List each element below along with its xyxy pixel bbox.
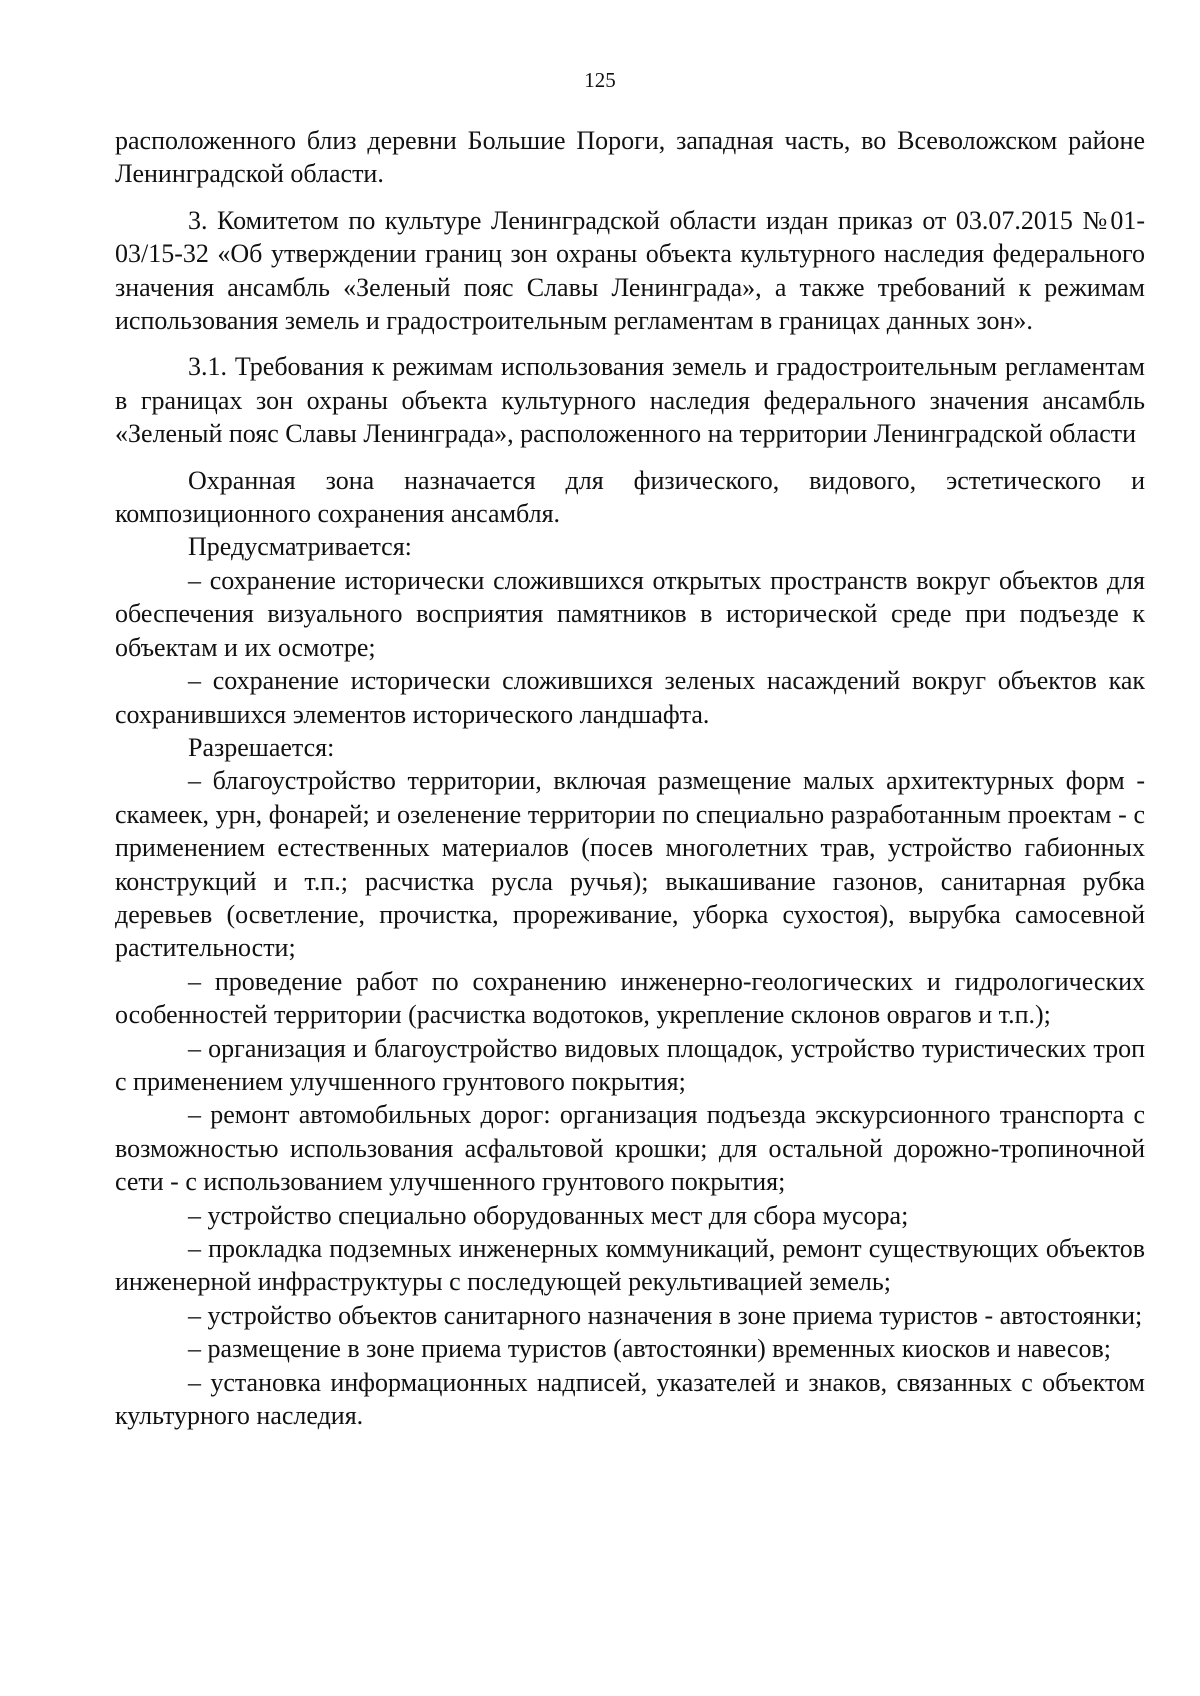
list-item: – установка информационных надписей, указателей и знаков, связанных с объектом культурного наследия. [115, 1367, 1145, 1431]
page-number: 125 [584, 68, 616, 92]
document-body [115, 124, 1145, 1432]
list-item: – проведение работ по сохранению инженерно-геологических и гидрологических особенностей территории (расчистка водотоков, укрепление склонов оврагов и т.п.); [115, 966, 1145, 1030]
list-item: – благоустройство территории, включая размещение малых архитектурных форм - скамеек, урн, фонарей; и озеленение территории по специально разработанным проектам - с применением естественных материалов (посев многолетних трав, устройство габионных конструкций и т.п.; расчистка русла ручья); выкашивание газонов, санитарная рубка деревьев (осветление, прочистка, прореживание, уборка сухостоя), вырубка самосевной растительности; [115, 766, 1145, 963]
list-item: – устройство объектов санитарного назначения в зоне приема туристов - автостоянки; [188, 1300, 1143, 1330]
paragraph: расположенного близ деревни Большие Пороги, западная часть, во Всеволожском районе Ленинградской области. [115, 126, 1145, 189]
list-item: – прокладка подземных инженерных коммуникаций, ремонт существующих объектов инженерной инфраструктуры с последующей рекультивацией земель; [115, 1234, 1145, 1297]
paragraph-item-3: 3. Комитетом по культуре Ленинградской области издан приказ от 03.07.2015 №01-03/15-32 «Об утверждении границ зон охраны объекта культурного наследия федерального значения ансамбль «Зеленый пояс Славы Ленинграда», а также требований к режимам использования земель и градостроительным регламентам в границах данных зон». [115, 205, 1145, 336]
section-heading-provided: Предусматривается: [188, 532, 412, 562]
list-item: – ремонт автомобильных дорог: организация подъезда экскурсионного транспорта с возможностью использования асфальтовой крошки; для остальной дорожно-тропиночной сети - с использованием улучшенного грунтового покрытия; [115, 1100, 1145, 1197]
list-item: – организация и благоустройство видовых площадок, устройство туристических троп с применением улучшенного грунтового покрытия; [115, 1033, 1145, 1096]
list-item: – размещение в зоне приема туристов (автостоянки) временных киосков и навесов; [188, 1334, 1111, 1364]
paragraph: Охранная зона назначается для физического, видового, эстетического и композиционного сохранения ансамбля. [115, 465, 1145, 529]
list-item: – устройство специально оборудованных мест для сбора мусора; [188, 1200, 909, 1230]
list-item: – сохранение исторически сложившихся зеленых насаждений вокруг объектов как сохранившихся элементов исторического ландшафта. [115, 666, 1145, 729]
paragraph-item-3-1: 3.1. Требования к режимам использования земель и градостроительным регламентам в границах зон охраны объекта культурного наследия федерального значения ансамбль «Зеленый пояс Славы Ленинграда», расположенного на территории Ленинградской области [115, 352, 1145, 449]
list-item: – сохранение исторически сложившихся открытых пространств вокруг объектов для обеспечения визуального восприятия памятников в исторической среде при подъезде к объектам и их осмотре; [115, 565, 1145, 662]
section-heading-allowed: Разрешается: [188, 732, 335, 762]
